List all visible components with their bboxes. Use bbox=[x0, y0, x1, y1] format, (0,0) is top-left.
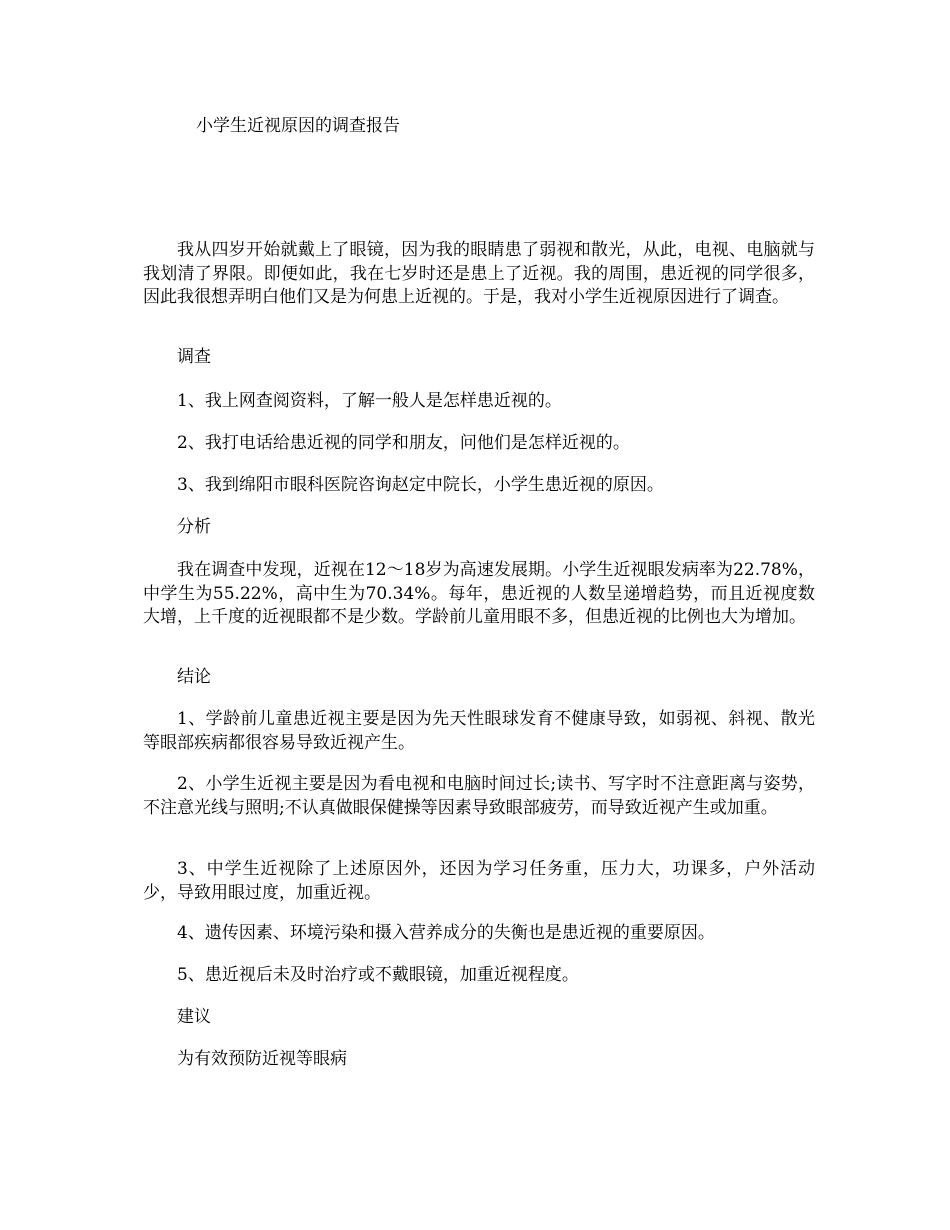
investigation-item-3: 3、我到绵阳市眼科医院咨询赵定中院长，小学生患近视的原因。 bbox=[177, 475, 664, 495]
suggestion-heading: 建议 bbox=[177, 1007, 211, 1027]
conclusion-item-1: 1、学龄前儿童患近视主要是因为先天性眼球发育不健康导致，如弱视、斜视、散光等眼部疾病都很容易导致近视产生。 bbox=[143, 709, 815, 753]
analysis-heading: 分析 bbox=[177, 517, 211, 537]
investigation-item-2: 2、我打电话给患近视的同学和朋友，问他们是怎样近视的。 bbox=[177, 433, 630, 453]
investigation-item-1: 1、我上网查阅资料，了解一般人是怎样患近视的。 bbox=[177, 391, 562, 411]
conclusion-heading: 结论 bbox=[177, 667, 211, 687]
conclusion-item-3: 3、中学生近视除了上述原因外，还因为学习任务重，压力大，功课多，户外活动少，导致用眼过度，加重近视。 bbox=[143, 859, 815, 903]
conclusion-item-4: 4、遗传因素、环境污染和摄入营养成分的失衡也是患近视的重要原因。 bbox=[177, 923, 715, 943]
investigation-heading: 调查 bbox=[177, 347, 211, 367]
conclusion-item-2: 2、小学生近视主要是因为看电视和电脑时间过长;读书、写字时不注意距离与姿势，不注意光线与照明;不认真做眼保健操等因素导致眼部疲劳，而导致近视产生或加重。 bbox=[143, 774, 815, 818]
intro-paragraph: 我从四岁开始就戴上了眼镜，因为我的眼睛患了弱视和散光，从此，电视、电脑就与我划清了界限。即便如此，我在七岁时还是患上了近视。我的周围，患近视的同学很多，因此我很想弄明白他们又是为何患上近视的。于是，我对小学生近视原因进行了调查。 bbox=[143, 240, 815, 307]
document-title: 小学生近视原因的调查报告 bbox=[196, 116, 400, 136]
analysis-paragraph: 我在调查中发现，近视在12～18岁为高速发展期。小学生近视眼发病率为22.78%，中学生为55.22%，高中生为70.34%。每年，患近视的人数呈递增趋势，而且近视度数大增，上千度的近视眼都不是少数。学龄前儿童用眼不多，但患近视的比例也大为增加。 bbox=[143, 560, 815, 627]
suggestion-paragraph: 为有效预防近视等眼病 bbox=[177, 1049, 347, 1069]
conclusion-item-5: 5、患近视后未及时治疗或不戴眼镜，加重近视程度。 bbox=[177, 965, 579, 985]
